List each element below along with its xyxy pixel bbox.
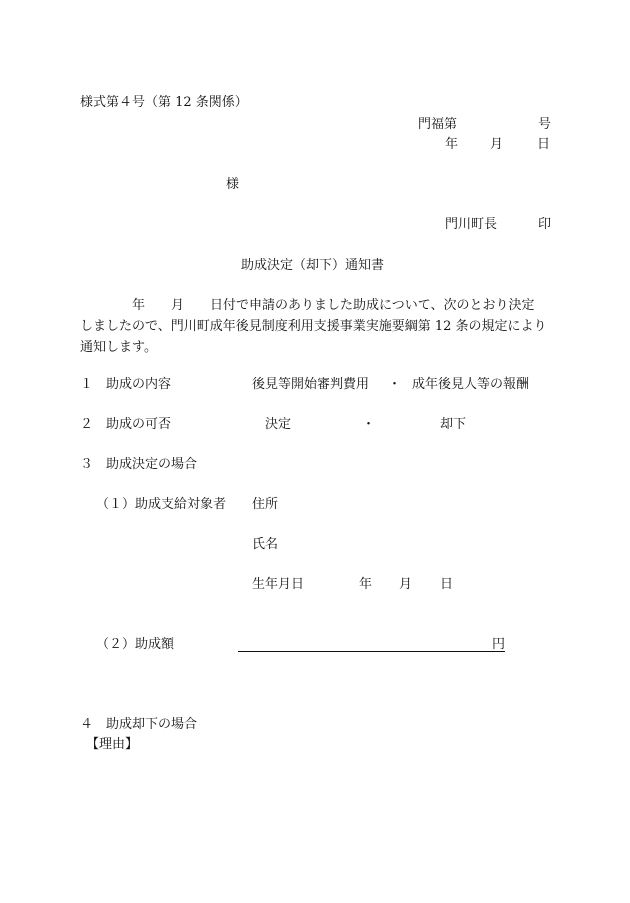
reason-label: 【理由】 — [86, 737, 139, 752]
seal-mark: 印 — [538, 217, 552, 232]
item1-option-b: 成年後見人等の報酬 — [412, 377, 530, 392]
birth-day: 日 — [440, 577, 454, 592]
body-line-3: 通知します。 — [80, 340, 157, 355]
item2-label: 助成の可否 — [106, 417, 172, 432]
amount-underline — [238, 651, 505, 652]
birthdate-label: 生年月日 — [252, 577, 305, 592]
address-label: 住所 — [252, 497, 279, 512]
item4-label: 助成却下の場合 — [106, 717, 198, 732]
birth-year: 年 — [359, 577, 373, 592]
document-title: 助成決定（却下）通知書 — [241, 258, 385, 273]
doc-number-suffix: 号 — [538, 117, 552, 132]
body-line-2: しましたので、門川町成年後見制度利用支援事業実施要綱第 12 条の規定により — [80, 319, 547, 334]
sender-name: 門川町長 — [445, 217, 498, 232]
birth-month: 月 — [399, 577, 413, 592]
doc-number-prefix: 門福第 — [418, 117, 458, 132]
item4-number: ４ — [80, 717, 94, 732]
amount-unit: 円 — [492, 637, 506, 652]
item2-number: ２ — [80, 417, 94, 432]
body-line-1: 年 月 日付で申請のありました助成について、次のとおり決定 — [132, 298, 535, 313]
item2-option-b: 却下 — [440, 417, 467, 432]
addressee-suffix: 様 — [226, 177, 240, 192]
date-month: 月 — [490, 137, 504, 152]
name-label: 氏名 — [252, 537, 279, 552]
item3-sub1-label: （１）助成支給対象者 — [96, 497, 227, 512]
date-day: 日 — [537, 137, 551, 152]
body-paragraph — [80, 295, 555, 358]
item3-number: ３ — [80, 457, 94, 472]
item1-option-a: 後見等開始審判費用 — [252, 377, 370, 392]
item1-separator: ・ — [388, 377, 402, 392]
item2-option-a: 決定 — [265, 417, 292, 432]
item1-label: 助成の内容 — [106, 377, 172, 392]
date-year: 年 — [445, 137, 459, 152]
form-number-label: 様式第４号（第 12 条関係） — [80, 95, 248, 110]
item2-separator: ・ — [362, 417, 376, 432]
item3-sub2-label: （２）助成額 — [96, 637, 175, 652]
item3-label: 助成決定の場合 — [106, 457, 198, 472]
item1-number: １ — [80, 377, 94, 392]
